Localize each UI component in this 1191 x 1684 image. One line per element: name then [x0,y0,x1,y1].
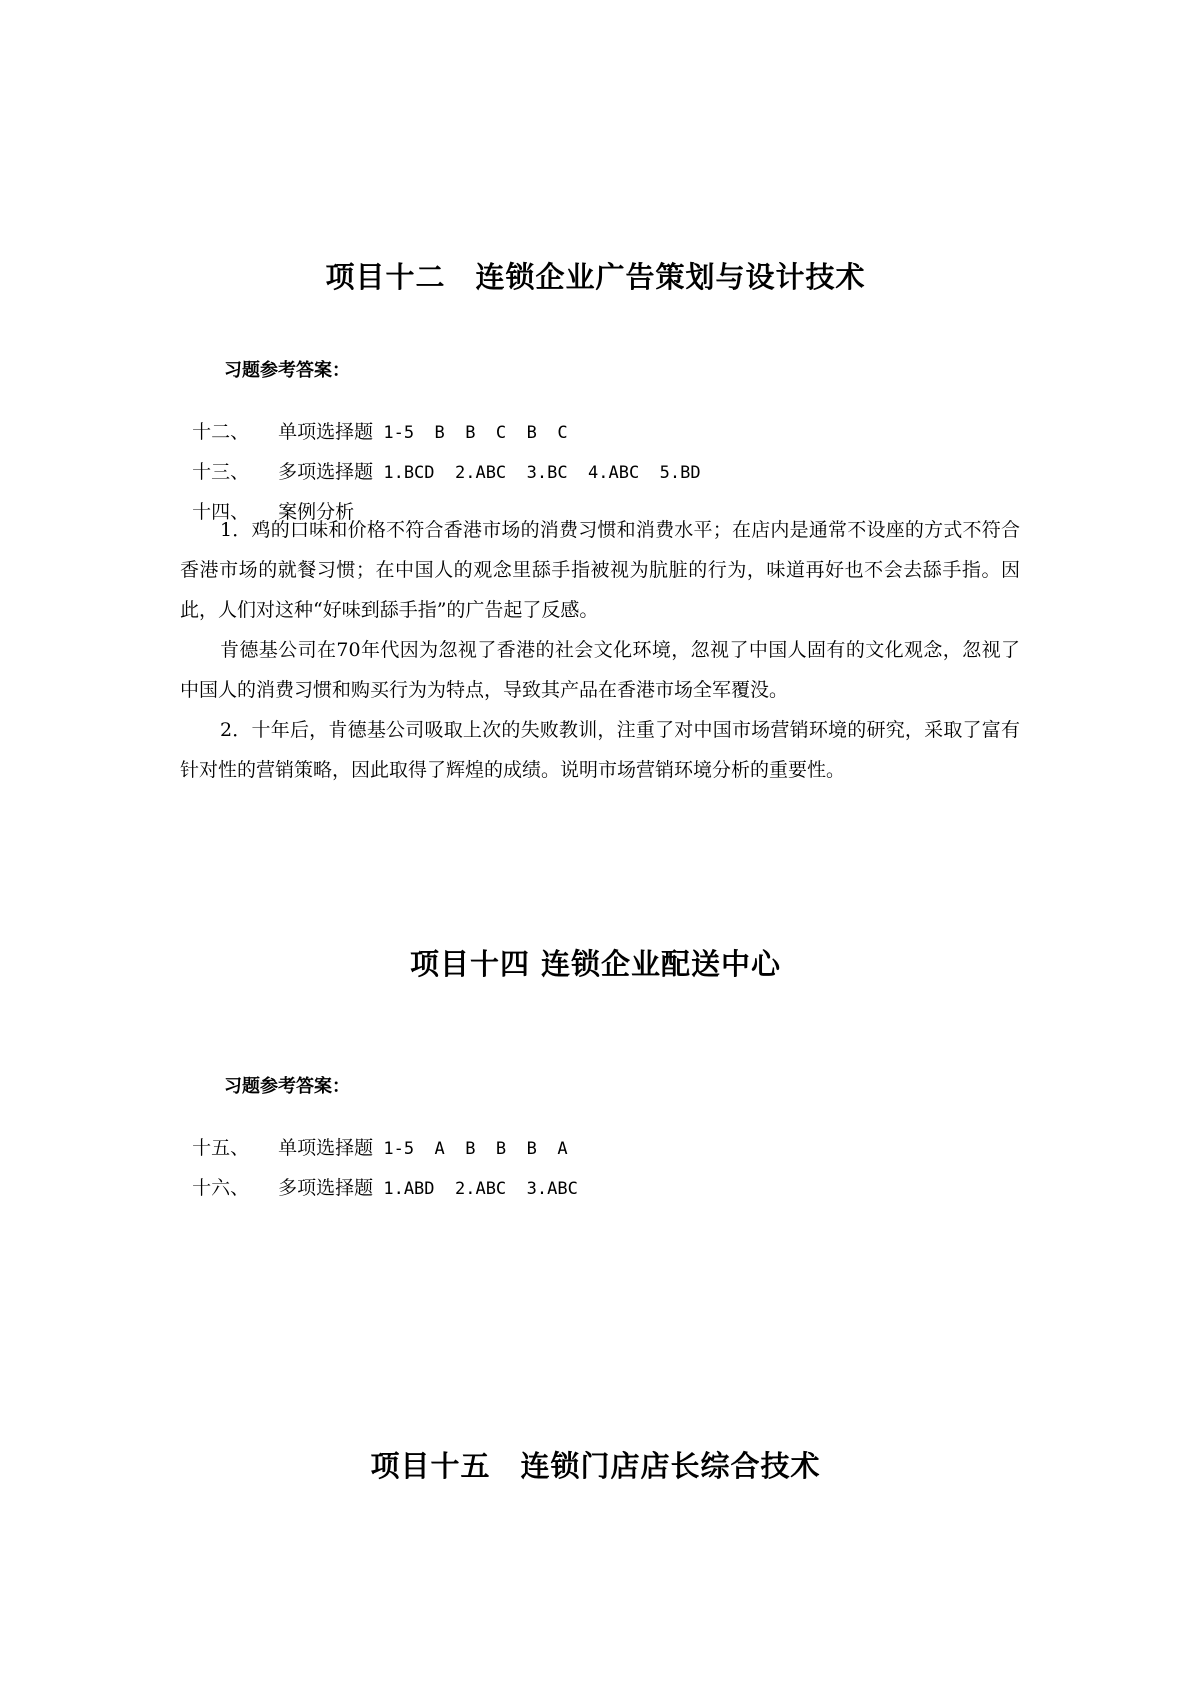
question-16-line [180,1151,578,1200]
question-15-label: 单项选择题 [278,1137,374,1159]
case-analysis-paragraph-2: 肯德基公司在70年代因为忽视了香港的社会文化环境，忽视了中国人固有的文化观念，忽视了中国人的消费习惯和购买行为为特点，导致其产品在香港市场全军覆没。 [180,639,1020,701]
question-15-number: 十五、 [192,1137,250,1159]
section-15-title: 项目十五 连锁门店店长综合技术 [370,1449,821,1483]
section-14-answers-heading: 习题参考答案： [224,1076,350,1097]
question-12-number: 十二、 [192,421,250,443]
question-16-label: 多项选择题 [278,1177,374,1199]
question-13-number: 十三、 [192,461,250,483]
question-13-answers: 1.BCD 2.ABC 3.BC 4.ABC 5.BD [373,463,701,483]
question-14-label: 案例分析 [278,501,355,523]
question-16-number: 十六、 [192,1177,250,1199]
case-analysis-paragraph-3: 2．十年后，肯德基公司吸取上次的失败教训，注重了对中国市场营销环境的研究，采取了富有针对性的营销策略，因此取得了辉煌的成绩。说明市场营销环境分析的重要性。 [180,719,1020,781]
case-analysis-paragraph-1: 1．鸡的口味和价格不符合香港市场的消费习惯和消费水平；在店内是通常不设座的方式不符合香港市场的就餐习惯；在中国人的观念里舔手指被视为肮脏的行为，味道再好也不会去舔手指。因此，人们对这种“好味到舔手指”的广告起了反感。 [180,519,1020,621]
section-14-title: 项目十四 连锁企业配送中心 [409,947,782,981]
question-16-answers: 1.ABD 2.ABC 3.ABC [373,1179,578,1199]
question-15-answers: 1-5 A B B B A [373,1139,568,1159]
section-12-answers-heading: 习题参考答案： [224,360,350,381]
question-13-label: 多项选择题 [278,461,374,483]
question-14-number: 十四、 [192,501,250,523]
question-12-label: 单项选择题 [278,421,374,443]
question-12-answers: 1-5 B B C B C [373,423,568,443]
section-12-title: 项目十二 连锁企业广告策划与设计技术 [325,260,866,294]
